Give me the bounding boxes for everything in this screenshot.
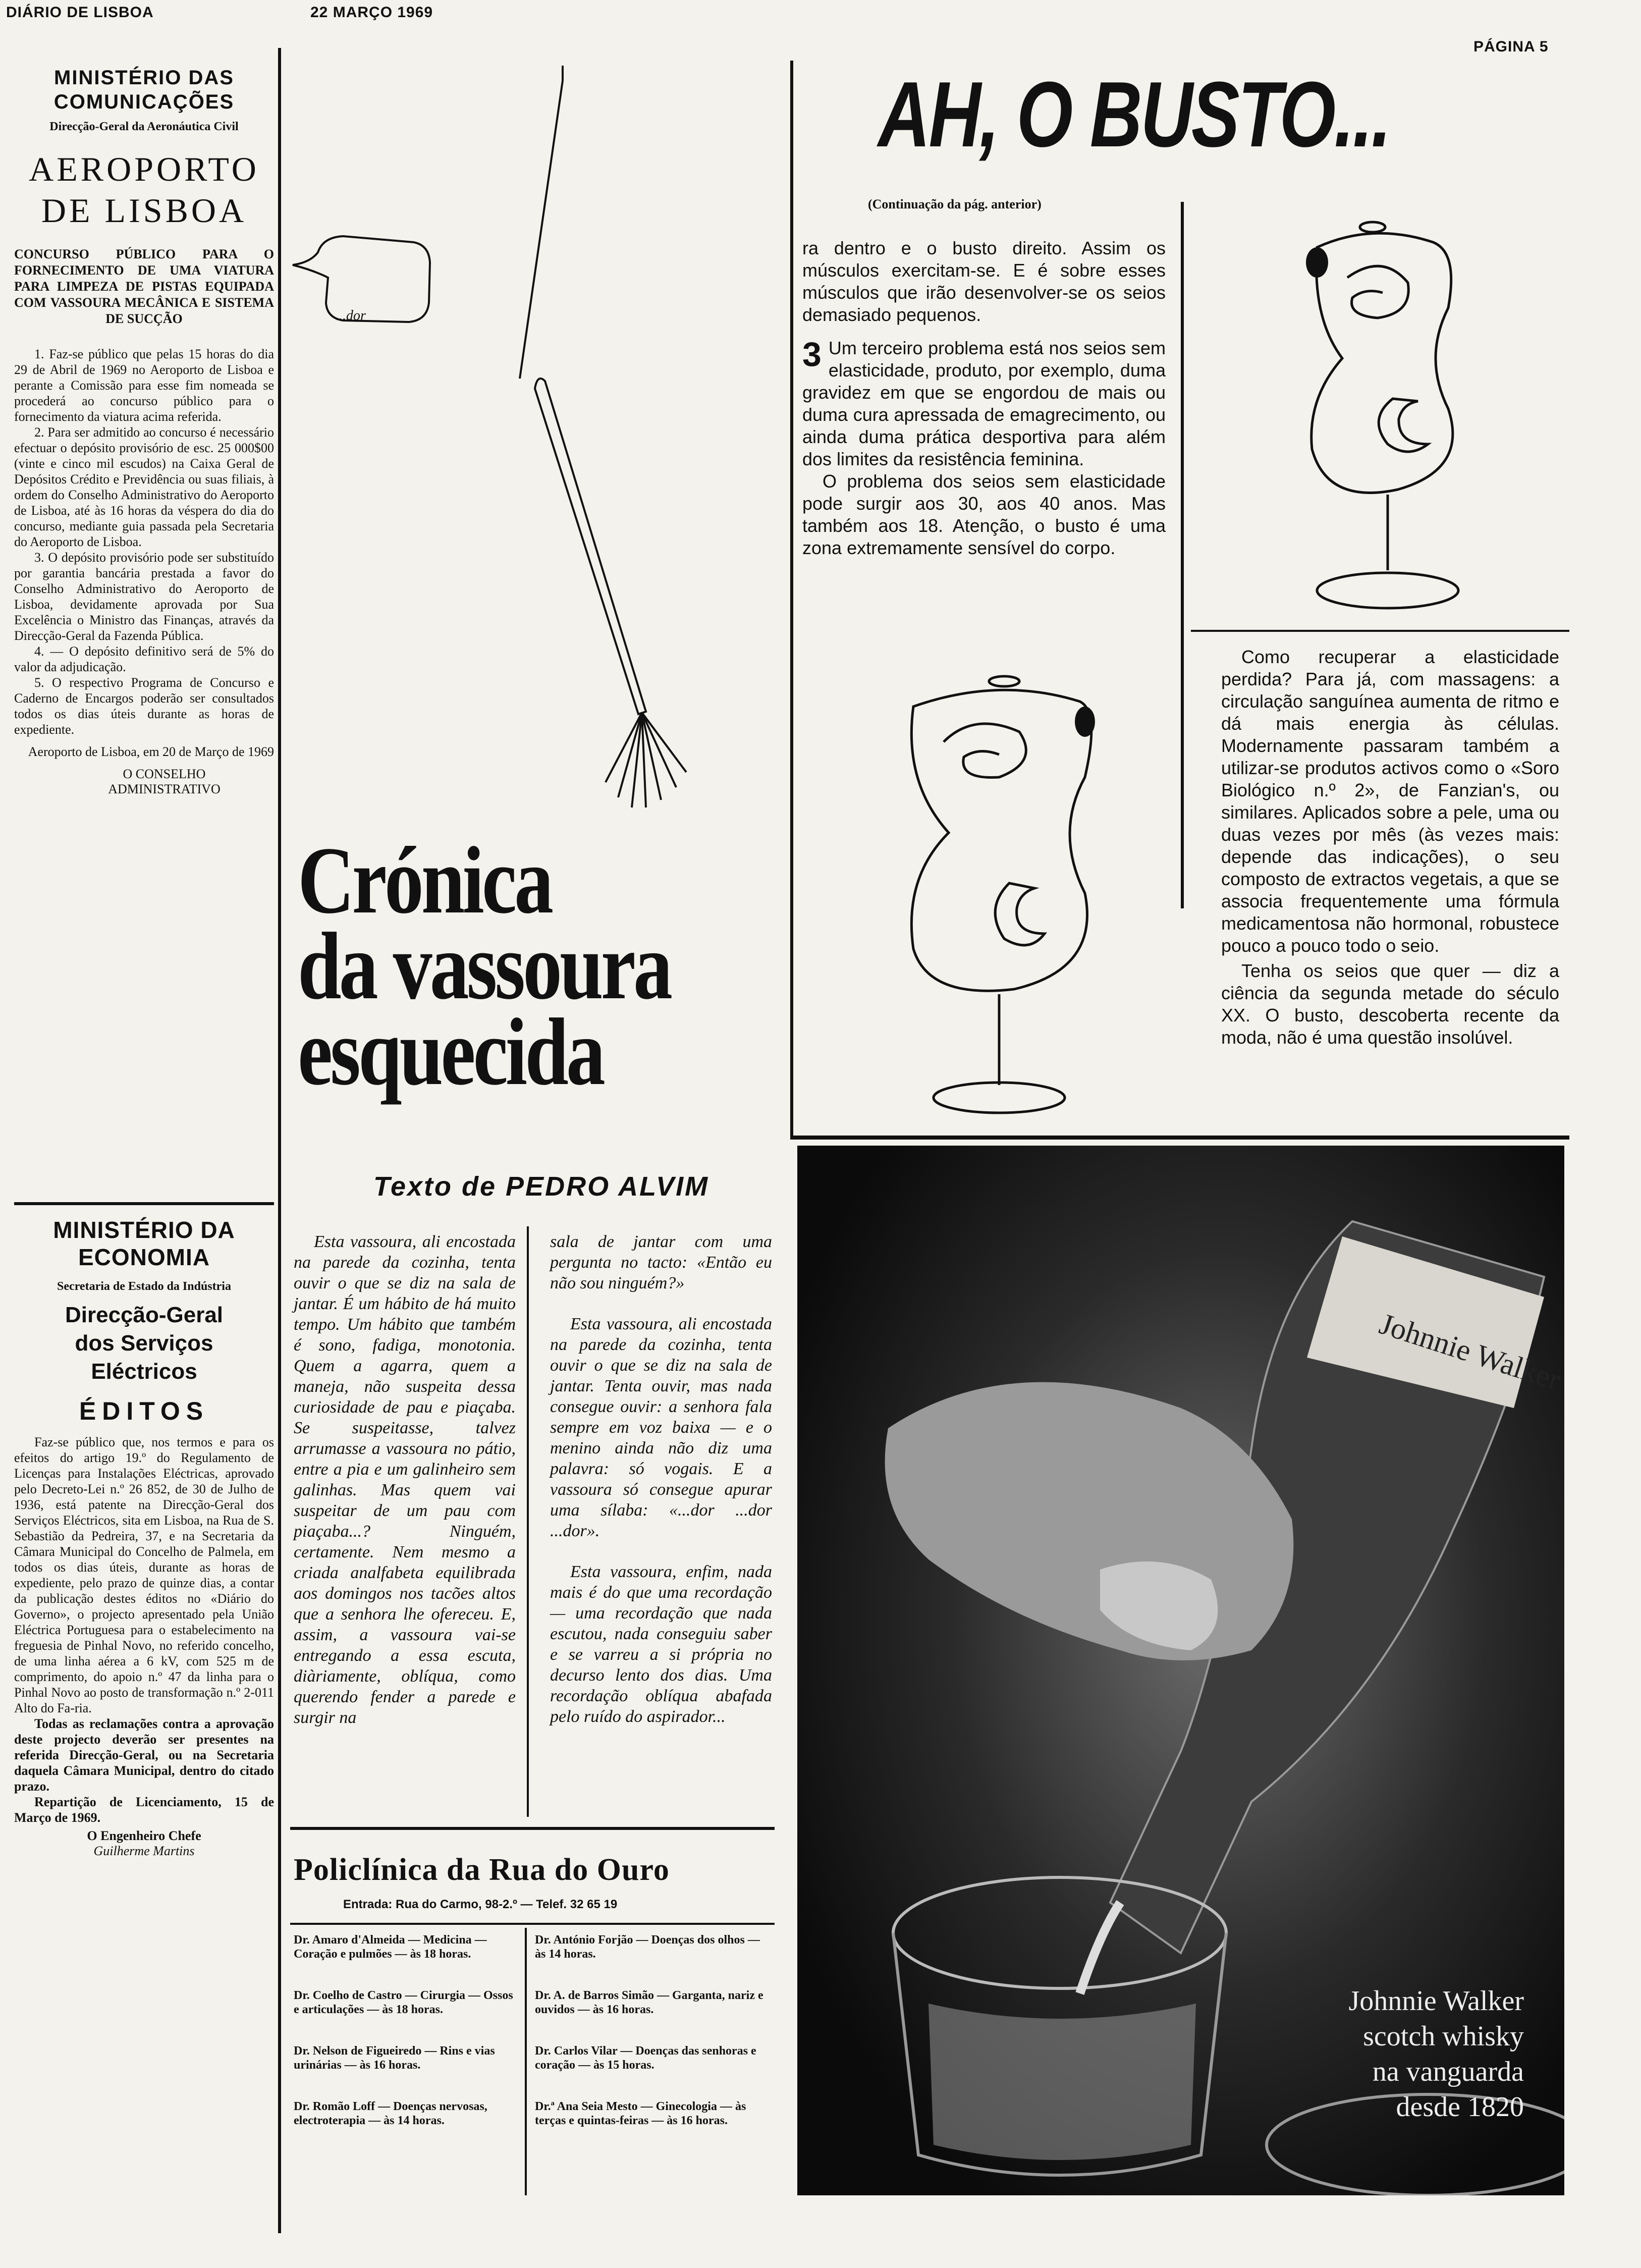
cronica-paragraph: Esta vassoura, ali encostada na parede da cozinha, tenta ouvir o que se diz na sala de jantar. Tenta ouvir, mas nada consegue ouvir: a senhora fala sempre em voz baixa — e o menino ainda não diz uma palavra: só vogais. E a vassoura só consegue apurar uma sílaba: «...dor ...dor ...dor». xyxy=(550,1315,772,1540)
economia-place-date: Repartição de Licenciamento, 15 de Março de 1969. xyxy=(14,1795,274,1825)
drop-cap: 3 xyxy=(802,335,822,373)
ad-slogan xyxy=(1181,1983,1524,2125)
column-rule xyxy=(527,1226,529,1817)
direction-servicos-electricos: Direcção-Geral dos Serviços Eléctricos xyxy=(65,1303,224,1384)
mannequin-illustration xyxy=(848,666,1130,1120)
aeroporto-paragraph: 4. — O depósito definitivo será de 5% do valor da adjudicação. xyxy=(14,644,274,674)
policlinica-address: Entrada: Rua do Carmo, 98-2.º — Telef. 32 65 19 xyxy=(343,1898,618,1911)
doctor-entry: Dr. Romão Loff — Doenças nervosas, electroterapia — às 14 horas. xyxy=(294,2100,487,2127)
mannequin-illustration xyxy=(1267,207,1519,626)
ad-slogan-line: scotch whisky xyxy=(1363,2021,1524,2052)
aeroporto-body xyxy=(14,346,274,737)
ministry-comunicacoes: MINISTÉRIO DAS COMUNICAÇÕES xyxy=(53,67,235,113)
johnnie-walker-ad xyxy=(797,1146,1564,2195)
cronica-title-line: da vassoura xyxy=(298,913,671,1019)
policlinica-right xyxy=(535,1933,767,2128)
column-rule xyxy=(790,61,793,1136)
doctor-entry: Dr. A. de Barros Simão — Garganta, nariz e ouvidos — às 16 horas. xyxy=(535,1989,763,2016)
section-divider xyxy=(1191,630,1569,632)
busto-continuation: (Continuação da pág. anterior) xyxy=(868,197,1042,211)
ad-slogan-line: na vanguarda xyxy=(1372,2056,1524,2087)
doctor-entry: Dr. António Forjão — Doenças dos olhos — às 14 horas. xyxy=(535,1933,760,1961)
doctor-entry: Dr. Amaro d'Almeida — Medicina — Coração e pulmões — às 18 horas. xyxy=(294,1933,487,1961)
aeroporto-paragraph: 2. Para ser admitido ao concurso é necessário efectuar o depósito provisório de esc. 25 000$00 (vinte e cinco mil escudos) na Caixa Geral de Depósitos Crédito e Previdência ou suas filiais, à ordem do Conselho Administrativo do Aeroporto de Lisboa, até às 16 horas da véspera do dia do concurso, mediante guia passada pela Secretaria do Aeroporto de Lisboa. xyxy=(14,425,274,549)
economia-paragraph: Faz-se público que, nos termos e para os efeitos do artigo 19.º do Regulamento de Licenças para Instalações Eléctricas, aprovado pelo Decreto-Lei n.º 26 852, de 30 de Julho de 1936, está patente na Direcção-Geral dos Serviços Eléctricos, sita em Lisboa, na Rua de S. Sebastião da Pedreira, 37, e na Secretaria da Câmara Municipal do Concelho de Palmela, em todos os dias úteis, durante as horas de expediente, pelo prazo de quinze dias, a contar da publicação destes éditos no «Diário do Governo», o projecto apresentado pela União Eléctrica Portuguesa para o estabelecimento na freguesia de Pinhal Novo, no referido concelho, de uma linha aérea a 6 kV, com 525 m de comprimento, do apoio n.º 47 da linha para o Pinhal Novo ao posto de transformação n.º 2-011 Alto do Fa-ria. xyxy=(14,1435,274,1715)
broom-handle-left xyxy=(520,81,563,379)
section-divider xyxy=(14,1202,274,1205)
direction-aeronautica: Direcção-Geral da Aeronáutica Civil xyxy=(49,120,239,133)
section-divider xyxy=(290,1827,775,1830)
aeroporto-notice xyxy=(14,66,274,797)
economia-signature-name: Guilherme Martins xyxy=(93,1844,195,1858)
ad-slogan-line: Johnnie Walker xyxy=(1348,1985,1524,2017)
busto-paragraph-dropcap xyxy=(802,337,1166,470)
economia-notice xyxy=(14,1216,274,1859)
aeroporto-paragraph: 1. Faz-se público que pelas 15 horas do dia 29 de Abril de 1969 no Aeroporto de Lisboa e perante a Comissão para esse fim nomeada se procederá ao concurso público para o fornecimento da viatura acima referida. xyxy=(14,347,274,424)
doctor-entry: Dr.ª Ana Seia Mesto — Ginecologia — às terças e quintas-feiras — às 16 horas. xyxy=(535,2100,746,2127)
cronica-col2 xyxy=(550,1231,772,1727)
cronica-paragraph: sala de jantar com uma pergunta no tacto: «Então eu não sou ninguém?» xyxy=(550,1232,772,1292)
busto-paragraph: Como recuperar a elasticidade perdida? Para já, com massagens: a circulação sanguínea aumenta de ritmo e dá mais energia às células. Modernamente passaram também a utilizar-se produtos activos como o «Soro Biológico n.º 2», de Fanzian's, ou similares. Aplicados sobre a pele, uma ou duas vezes por mês (às vezes mais: depende das indicações), o seu composto de extractos vegetais, a que se associa frequentemente uma fórmula medicamentosa não hormonal, robustece pouco a pouco todo o seio. xyxy=(1221,646,1559,956)
cronica-title xyxy=(298,828,671,1105)
busto-paragraph: ra dentro e o busto direito. Assim os músculos exercitam-se. E é sobre esses músculos que irão desenvolver-se os seios demasiado pequenos. xyxy=(802,238,1166,325)
cronica-title-line: esquecida xyxy=(298,999,603,1105)
editos-title: ÉDITOS xyxy=(79,1397,209,1425)
economia-body xyxy=(14,1434,274,1825)
broom-bristles xyxy=(606,713,686,807)
broom-illustration xyxy=(283,66,787,853)
economia-paragraph: Todas as reclamações contra a aprovação deste projecto deverão ser presentes na referida Direcção-Geral, ou na Secretaria daquela Câmara Municipal, dentro do citado prazo. xyxy=(14,1716,274,1794)
masthead-date: 22 MARÇO 1969 xyxy=(310,4,433,21)
economia-signature-role: O Engenheiro Chefe xyxy=(87,1828,201,1843)
bottle-label-text: Johnnie Walker xyxy=(1375,1307,1564,1397)
aeroporto-place-date: Aeroporto de Lisboa, em 20 de Março de 1969 xyxy=(28,744,274,759)
ad-slogan-line: desde 1820 xyxy=(1396,2091,1524,2123)
cronica-byline: Texto de PEDRO ALVIM xyxy=(373,1171,709,1202)
column-rule xyxy=(525,1928,527,2195)
page-number: PÁGINA 5 xyxy=(1473,38,1549,55)
cronica-paragraph: Esta vassoura, ali encostada na parede da cozinha, tenta ouvir o que se diz na sala de jantar. É um hábito de há muito tempo. Um hábito que também é sono, fadiga, monotonia. Quem a agarra, quem a maneja, não suspeita dessa curiosidade de pau e piaçaba. Se suspeitasse, talvez arrumasse a vassoura no pátio, entre a pia e um galinheiro sem galinhas. Mas quem vai suspeitar de um pau com piaçaba...? Ninguém, certamente. Nem mesmo a criada analfabeta equilibrada aos domingos nos tacões altos que a senhora lhe ofereceu. E, assim, a vassoura vai-se entregando a essa escuta, diàriamente, oblíqua, como querendo fender a parede e surgir na xyxy=(294,1232,516,1727)
broom-handle xyxy=(535,379,646,714)
secretaria-industria: Secretaria de Estado da Indústria xyxy=(57,1280,231,1293)
busto-col1 xyxy=(802,237,1166,559)
policlinica-title: Policlínica da Rua do Ouro xyxy=(294,1853,670,1887)
aeroporto-title: AEROPORTO DE LISBOA xyxy=(29,150,259,230)
masthead-paper: DIÁRIO DE LISBOA xyxy=(6,4,154,21)
doctor-entry: Dr. Carlos Vilar — Doenças das senhoras e coração — às 15 horas. xyxy=(535,2044,756,2072)
aeroporto-paragraph: 3. O depósito provisório pode ser substituído por garantia bancária prestada a favor do Conselho Administrativo do Aeroporto de Lisboa, devidamente aprovada por Sua Excelência o Ministro das Finanças, através da Direcção-Geral da Fazenda Pública. xyxy=(14,550,274,643)
section-divider xyxy=(790,1136,1569,1140)
doctor-entry: Dr. Nelson de Figueiredo — Rins e vias urinárias — às 16 horas. xyxy=(294,2044,495,2072)
busto-col2 xyxy=(1221,646,1559,1049)
cronica-paragraph: Esta vassoura, enfim, nada mais é do que uma recordação — uma recordação que nada escutou, nada conseguiu saber e se varreu a si própria no decurso lento dos dias. Uma recordação oblíqua abafada pelo ruído do aspirador... xyxy=(550,1562,772,1726)
cronica-col1 xyxy=(294,1231,516,1728)
column-rule xyxy=(1181,202,1184,908)
section-divider xyxy=(290,1923,775,1925)
concurso-subject: CONCURSO PÚBLICO PARA O FORNECIMENTO DE UMA VIATURA PARA LIMPEZA DE PISTAS EQUIPADA COM VASSOURA MECÂNICA E SISTEMA DE SUCÇÃO xyxy=(14,247,274,326)
busto-paragraph: Tenha os seios que quer — diz a ciência da segunda metade do século XX. O busto, descoberta recente da moda, não é uma questão insolúvel. xyxy=(1221,960,1559,1048)
column-rule xyxy=(278,48,281,2233)
doctor-entry: Dr. Coelho de Castro — Cirurgia — Ossos e articulações — às 18 horas. xyxy=(294,1989,513,2016)
busto-title: AH, O BUSTO... xyxy=(878,62,1390,166)
policlinica-left xyxy=(294,1933,516,2128)
aeroporto-paragraph: 5. O respectivo Programa de Concurso e Caderno de Encargos poderão ser consultados todos os dias úteis durante as horas de expediente. xyxy=(14,675,274,737)
speech-bubble-text: ...dor xyxy=(336,308,366,323)
ministry-economia: MINISTÉRIO DA ECONOMIA xyxy=(53,1217,235,1270)
busto-paragraph: O problema dos seios sem elasticidade pode surgir aos 30, aos 40 anos. Mas também aos 18. Atenção, o busto é uma zona extremamente sensível do corpo. xyxy=(802,471,1166,558)
cronica-title-line: Crónica xyxy=(298,828,552,934)
busto-paragraph: Um terceiro problema está nos seios sem elasticidade, produto, por exemplo, duma gravidez em que se engordou de mais ou duma cura apressada de emagrecimento, ou ainda duma prática desportiva para além dos limites da resistência feminina. xyxy=(802,338,1166,469)
aeroporto-signature: O CONSELHO ADMINISTRATIVO xyxy=(108,767,221,796)
